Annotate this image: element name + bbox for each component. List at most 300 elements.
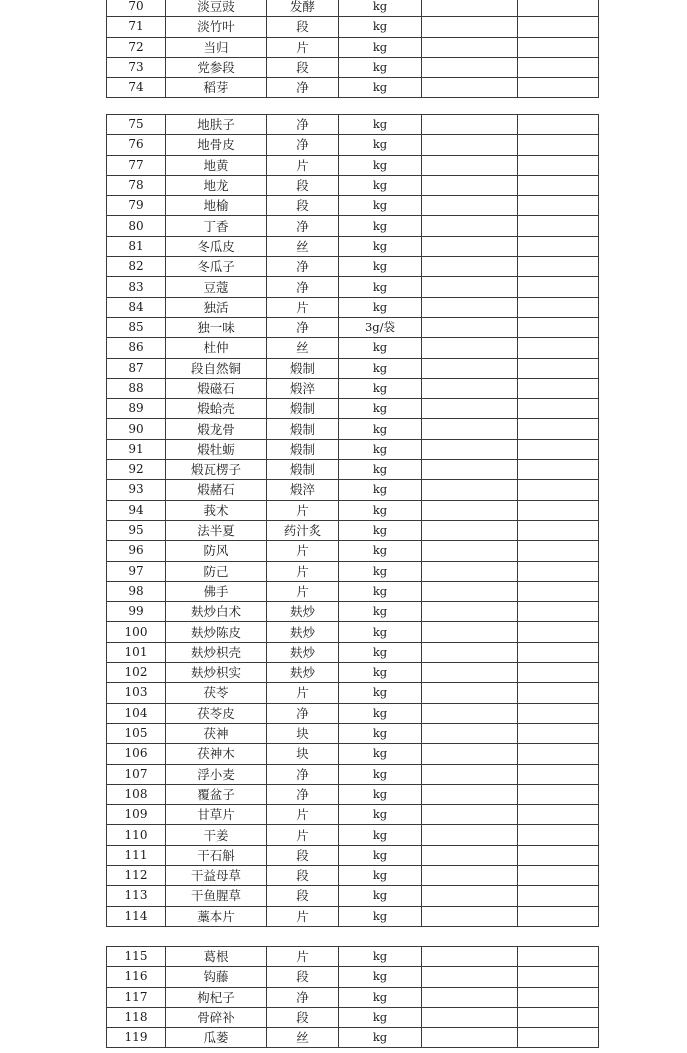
blank-cell xyxy=(422,378,518,398)
unit: kg xyxy=(339,967,422,987)
herb-name: 独一味 xyxy=(166,317,267,337)
herb-name: 干姜 xyxy=(166,825,267,845)
unit: kg xyxy=(339,257,422,277)
blank-cell xyxy=(422,581,518,601)
table-row xyxy=(107,216,599,236)
row-number: 114 xyxy=(107,906,166,926)
table-row xyxy=(107,906,599,926)
blank-cell xyxy=(518,37,599,57)
blank-cell xyxy=(422,257,518,277)
herb-name: 钩藤 xyxy=(166,967,267,987)
row-number: 74 xyxy=(107,78,166,98)
processing-spec: 片 xyxy=(267,500,339,520)
blank-cell xyxy=(422,683,518,703)
table-block-3 xyxy=(106,946,599,1048)
processing-spec: 段 xyxy=(267,175,339,195)
row-number: 104 xyxy=(107,703,166,723)
blank-cell xyxy=(422,78,518,98)
unit: kg xyxy=(339,886,422,906)
unit: kg xyxy=(339,602,422,622)
blank-cell xyxy=(518,1028,599,1048)
blank-cell xyxy=(518,358,599,378)
blank-cell xyxy=(518,744,599,764)
table-row xyxy=(107,865,599,885)
blank-cell xyxy=(422,155,518,175)
blank-cell xyxy=(422,622,518,642)
table-row xyxy=(107,520,599,540)
blank-cell xyxy=(422,317,518,337)
blank-cell xyxy=(518,216,599,236)
table-row xyxy=(107,663,599,683)
blank-cell xyxy=(422,439,518,459)
blank-cell xyxy=(518,378,599,398)
row-number: 83 xyxy=(107,277,166,297)
herb-name: 杜仲 xyxy=(166,338,267,358)
unit: kg xyxy=(339,865,422,885)
blank-cell xyxy=(422,175,518,195)
blank-cell xyxy=(518,683,599,703)
blank-cell xyxy=(422,865,518,885)
processing-spec: 煅淬 xyxy=(267,480,339,500)
blank-cell xyxy=(422,57,518,77)
blank-cell xyxy=(518,1007,599,1027)
table-row xyxy=(107,581,599,601)
row-number: 72 xyxy=(107,37,166,57)
row-number: 93 xyxy=(107,480,166,500)
blank-cell xyxy=(518,17,599,37)
row-number: 97 xyxy=(107,561,166,581)
blank-cell xyxy=(422,987,518,1007)
unit: kg xyxy=(339,378,422,398)
processing-spec: 煅制 xyxy=(267,419,339,439)
unit: kg xyxy=(339,723,422,743)
row-number: 91 xyxy=(107,439,166,459)
processing-spec: 净 xyxy=(267,115,339,135)
row-number: 79 xyxy=(107,196,166,216)
unit: kg xyxy=(339,439,422,459)
row-number: 107 xyxy=(107,764,166,784)
table-row xyxy=(107,723,599,743)
row-number: 111 xyxy=(107,845,166,865)
processing-spec: 煅淬 xyxy=(267,378,339,398)
herb-name: 干鱼腥草 xyxy=(166,886,267,906)
herb-name: 枸杞子 xyxy=(166,987,267,1007)
table-row xyxy=(107,155,599,175)
blank-cell xyxy=(422,196,518,216)
processing-spec: 块 xyxy=(267,744,339,764)
herb-name: 瓜蒌 xyxy=(166,1028,267,1048)
herb-name: 煅瓦楞子 xyxy=(166,460,267,480)
row-number: 87 xyxy=(107,358,166,378)
unit: kg xyxy=(339,155,422,175)
blank-cell xyxy=(518,297,599,317)
blank-cell xyxy=(518,845,599,865)
processing-spec: 段 xyxy=(267,57,339,77)
unit: kg xyxy=(339,541,422,561)
blank-cell xyxy=(422,845,518,865)
row-number: 108 xyxy=(107,784,166,804)
row-number: 117 xyxy=(107,987,166,1007)
processing-spec: 净 xyxy=(267,987,339,1007)
row-number: 112 xyxy=(107,865,166,885)
table-row xyxy=(107,57,599,77)
row-number: 76 xyxy=(107,135,166,155)
unit: kg xyxy=(339,17,422,37)
blank-cell xyxy=(518,886,599,906)
herb-name: 茯神 xyxy=(166,723,267,743)
table-row xyxy=(107,196,599,216)
blank-cell xyxy=(422,236,518,256)
processing-spec: 麸炒 xyxy=(267,642,339,662)
blank-cell xyxy=(422,297,518,317)
unit: kg xyxy=(339,744,422,764)
blank-cell xyxy=(518,277,599,297)
processing-spec: 段 xyxy=(267,886,339,906)
blank-cell xyxy=(422,135,518,155)
blank-cell xyxy=(422,784,518,804)
unit: kg xyxy=(339,236,422,256)
unit: kg xyxy=(339,78,422,98)
unit: kg xyxy=(339,460,422,480)
unit: kg xyxy=(339,1028,422,1048)
blank-cell xyxy=(422,967,518,987)
row-number: 103 xyxy=(107,683,166,703)
row-number: 106 xyxy=(107,744,166,764)
processing-spec: 净 xyxy=(267,277,339,297)
blank-cell xyxy=(518,967,599,987)
blank-cell xyxy=(422,1007,518,1027)
unit: kg xyxy=(339,845,422,865)
blank-cell xyxy=(518,947,599,967)
row-number: 77 xyxy=(107,155,166,175)
table-row xyxy=(107,622,599,642)
table-row xyxy=(107,764,599,784)
processing-spec: 段 xyxy=(267,1007,339,1027)
table-row xyxy=(107,480,599,500)
herb-name: 麸炒枳实 xyxy=(166,663,267,683)
blank-cell xyxy=(422,37,518,57)
unit: kg xyxy=(339,663,422,683)
blank-cell xyxy=(422,399,518,419)
row-number: 84 xyxy=(107,297,166,317)
processing-spec: 发酵 xyxy=(267,0,339,17)
processing-spec: 净 xyxy=(267,216,339,236)
blank-cell xyxy=(518,317,599,337)
herb-name: 煅磁石 xyxy=(166,378,267,398)
blank-cell xyxy=(422,825,518,845)
row-number: 98 xyxy=(107,581,166,601)
unit: kg xyxy=(339,277,422,297)
table-row xyxy=(107,135,599,155)
blank-cell xyxy=(422,602,518,622)
herb-name: 地骨皮 xyxy=(166,135,267,155)
row-number: 85 xyxy=(107,317,166,337)
unit: kg xyxy=(339,37,422,57)
blank-cell xyxy=(518,439,599,459)
row-number: 101 xyxy=(107,642,166,662)
table-row xyxy=(107,947,599,967)
processing-spec: 片 xyxy=(267,37,339,57)
row-number: 115 xyxy=(107,947,166,967)
row-number: 71 xyxy=(107,17,166,37)
herb-name: 淡豆豉 xyxy=(166,0,267,17)
blank-cell xyxy=(518,987,599,1007)
row-number: 109 xyxy=(107,805,166,825)
blank-cell xyxy=(518,196,599,216)
blank-cell xyxy=(518,825,599,845)
processing-spec: 片 xyxy=(267,155,339,175)
blank-cell xyxy=(518,642,599,662)
processing-spec: 片 xyxy=(267,297,339,317)
processing-spec: 段 xyxy=(267,967,339,987)
blank-cell xyxy=(518,57,599,77)
processing-spec: 块 xyxy=(267,723,339,743)
blank-cell xyxy=(518,541,599,561)
herb-name: 地榆 xyxy=(166,196,267,216)
blank-cell xyxy=(518,500,599,520)
unit: kg xyxy=(339,764,422,784)
blank-cell xyxy=(422,480,518,500)
table-row xyxy=(107,845,599,865)
blank-cell xyxy=(422,0,518,17)
table-row xyxy=(107,967,599,987)
table-block-1 xyxy=(106,0,599,98)
blank-cell xyxy=(518,338,599,358)
unit: kg xyxy=(339,825,422,845)
blank-cell xyxy=(422,216,518,236)
herb-name: 茯苓皮 xyxy=(166,703,267,723)
row-number: 100 xyxy=(107,622,166,642)
table-row xyxy=(107,419,599,439)
herb-name: 麸炒白术 xyxy=(166,602,267,622)
herb-name: 豆蔻 xyxy=(166,277,267,297)
unit: kg xyxy=(339,338,422,358)
blank-cell xyxy=(422,277,518,297)
herb-name: 独活 xyxy=(166,297,267,317)
row-number: 88 xyxy=(107,378,166,398)
herb-name: 甘草片 xyxy=(166,805,267,825)
blank-cell xyxy=(422,17,518,37)
herb-name: 冬瓜子 xyxy=(166,257,267,277)
processing-spec: 片 xyxy=(267,947,339,967)
blank-cell xyxy=(518,865,599,885)
processing-spec: 煅制 xyxy=(267,399,339,419)
blank-cell xyxy=(422,906,518,926)
table-row xyxy=(107,784,599,804)
herb-name: 干石斛 xyxy=(166,845,267,865)
unit: 3g/袋 xyxy=(339,317,422,337)
blank-cell xyxy=(518,419,599,439)
row-number: 86 xyxy=(107,338,166,358)
unit: kg xyxy=(339,642,422,662)
processing-spec: 丝 xyxy=(267,1028,339,1048)
table-row xyxy=(107,1028,599,1048)
blank-cell xyxy=(422,886,518,906)
processing-spec: 净 xyxy=(267,317,339,337)
unit: kg xyxy=(339,987,422,1007)
table-block-2 xyxy=(106,114,599,927)
unit: kg xyxy=(339,622,422,642)
row-number: 113 xyxy=(107,886,166,906)
table-row xyxy=(107,642,599,662)
blank-cell xyxy=(518,460,599,480)
blank-cell xyxy=(422,561,518,581)
table-row xyxy=(107,500,599,520)
unit: kg xyxy=(339,906,422,926)
herb-name: 党参段 xyxy=(166,57,267,77)
herb-name: 茯苓 xyxy=(166,683,267,703)
herb-name: 法半夏 xyxy=(166,520,267,540)
unit: kg xyxy=(339,419,422,439)
table-row xyxy=(107,825,599,845)
table-row xyxy=(107,1007,599,1027)
herb-name: 地肤子 xyxy=(166,115,267,135)
table-row xyxy=(107,703,599,723)
table-row xyxy=(107,257,599,277)
processing-spec: 段 xyxy=(267,17,339,37)
table-row xyxy=(107,317,599,337)
herb-name: 段自然铜 xyxy=(166,358,267,378)
row-number: 105 xyxy=(107,723,166,743)
unit: kg xyxy=(339,175,422,195)
blank-cell xyxy=(422,642,518,662)
blank-cell xyxy=(518,399,599,419)
blank-cell xyxy=(422,703,518,723)
blank-cell xyxy=(518,622,599,642)
processing-spec: 片 xyxy=(267,683,339,703)
row-number: 90 xyxy=(107,419,166,439)
herb-name: 葛根 xyxy=(166,947,267,967)
table-row xyxy=(107,236,599,256)
unit: kg xyxy=(339,784,422,804)
row-number: 96 xyxy=(107,541,166,561)
unit: kg xyxy=(339,561,422,581)
row-number: 81 xyxy=(107,236,166,256)
herb-name: 佛手 xyxy=(166,581,267,601)
row-number: 70 xyxy=(107,0,166,17)
unit: kg xyxy=(339,520,422,540)
table-row xyxy=(107,358,599,378)
processing-spec: 片 xyxy=(267,581,339,601)
table-row xyxy=(107,277,599,297)
blank-cell xyxy=(518,480,599,500)
blank-cell xyxy=(518,520,599,540)
processing-spec: 段 xyxy=(267,196,339,216)
blank-cell xyxy=(422,663,518,683)
row-number: 110 xyxy=(107,825,166,845)
processing-spec: 煅制 xyxy=(267,358,339,378)
blank-cell xyxy=(422,723,518,743)
processing-spec: 煅制 xyxy=(267,439,339,459)
table-row xyxy=(107,602,599,622)
row-number: 119 xyxy=(107,1028,166,1048)
blank-cell xyxy=(518,115,599,135)
table-row xyxy=(107,399,599,419)
unit: kg xyxy=(339,358,422,378)
herb-name: 浮小麦 xyxy=(166,764,267,784)
table-row xyxy=(107,378,599,398)
unit: kg xyxy=(339,216,422,236)
herb-name: 煅赭石 xyxy=(166,480,267,500)
table-row xyxy=(107,297,599,317)
row-number: 95 xyxy=(107,520,166,540)
row-number: 118 xyxy=(107,1007,166,1027)
unit: kg xyxy=(339,500,422,520)
herb-name: 骨碎补 xyxy=(166,1007,267,1027)
table-row xyxy=(107,439,599,459)
herb-name: 当归 xyxy=(166,37,267,57)
table-row xyxy=(107,78,599,98)
table-row xyxy=(107,0,599,17)
blank-cell xyxy=(422,520,518,540)
blank-cell xyxy=(422,764,518,784)
processing-spec: 净 xyxy=(267,257,339,277)
row-number: 73 xyxy=(107,57,166,77)
processing-spec: 净 xyxy=(267,135,339,155)
blank-cell xyxy=(518,723,599,743)
blank-cell xyxy=(422,1028,518,1048)
table-row xyxy=(107,805,599,825)
unit: kg xyxy=(339,1007,422,1027)
row-number: 78 xyxy=(107,175,166,195)
blank-cell xyxy=(422,115,518,135)
table-row xyxy=(107,37,599,57)
blank-cell xyxy=(518,135,599,155)
processing-spec: 片 xyxy=(267,825,339,845)
processing-spec: 段 xyxy=(267,865,339,885)
processing-spec: 药汁炙 xyxy=(267,520,339,540)
processing-spec: 片 xyxy=(267,561,339,581)
processing-spec: 净 xyxy=(267,784,339,804)
unit: kg xyxy=(339,581,422,601)
herb-name: 莪术 xyxy=(166,500,267,520)
table-row xyxy=(107,17,599,37)
processing-spec: 段 xyxy=(267,845,339,865)
unit: kg xyxy=(339,135,422,155)
table-row xyxy=(107,460,599,480)
herb-name: 地龙 xyxy=(166,175,267,195)
blank-cell xyxy=(518,602,599,622)
herb-name: 茯神木 xyxy=(166,744,267,764)
blank-cell xyxy=(518,703,599,723)
row-number: 89 xyxy=(107,399,166,419)
herb-name: 淡竹叶 xyxy=(166,17,267,37)
table-row xyxy=(107,338,599,358)
herb-name: 干益母草 xyxy=(166,865,267,885)
processing-spec: 丝 xyxy=(267,236,339,256)
blank-cell xyxy=(422,338,518,358)
unit: kg xyxy=(339,399,422,419)
blank-cell xyxy=(518,0,599,17)
blank-cell xyxy=(518,561,599,581)
herb-name: 丁香 xyxy=(166,216,267,236)
unit: kg xyxy=(339,115,422,135)
row-number: 80 xyxy=(107,216,166,236)
herb-name: 防风 xyxy=(166,541,267,561)
blank-cell xyxy=(518,236,599,256)
blank-cell xyxy=(422,419,518,439)
unit: kg xyxy=(339,703,422,723)
blank-cell xyxy=(518,764,599,784)
herb-name: 覆盆子 xyxy=(166,784,267,804)
row-number: 82 xyxy=(107,257,166,277)
blank-cell xyxy=(422,805,518,825)
processing-spec: 麸炒 xyxy=(267,602,339,622)
table-row xyxy=(107,683,599,703)
processing-spec: 片 xyxy=(267,541,339,561)
row-number: 102 xyxy=(107,663,166,683)
herb-name: 煅牡蛎 xyxy=(166,439,267,459)
